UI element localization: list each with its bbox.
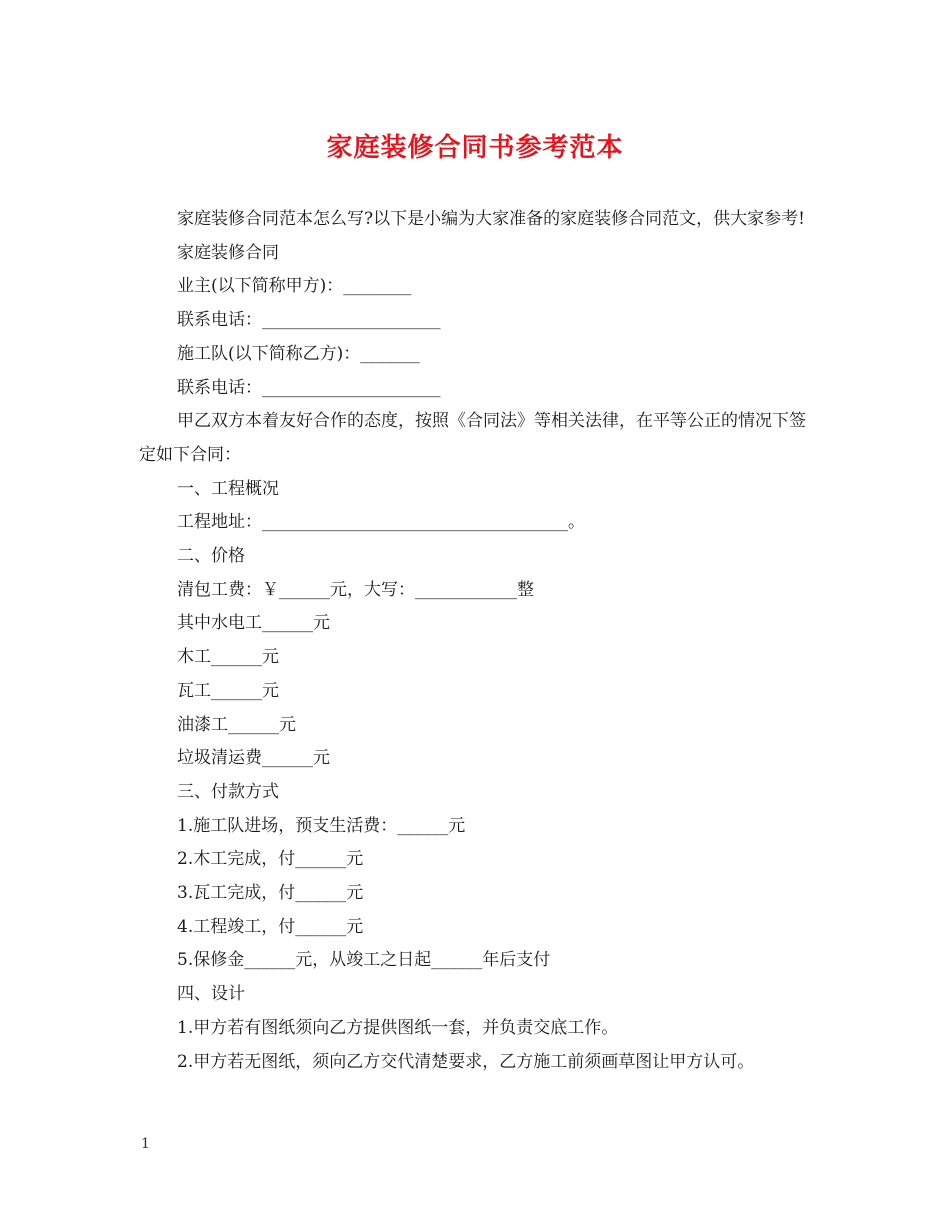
payment-item-5: 5.保修金______元，从竣工之日起______年后支付: [177, 950, 551, 971]
labor-fee-line: 清包工费：￥______元，大写：____________整: [177, 579, 534, 600]
section-heading-design: 四、设计: [177, 984, 245, 1005]
owner-line: 业主(以下简称甲方)：________: [177, 276, 412, 297]
agreement-paragraph: 甲乙双方本着友好合作的态度，按照《合同法》等相关法律，在平等公正的情况下签定如下合同：: [139, 411, 806, 465]
contractor-line: 施工队(以下简称乙方)：_______: [177, 343, 420, 364]
page-number: 1: [141, 1136, 150, 1152]
design-item-1: 1.甲方若有图纸须向乙方提供图纸一套，并负责交底工作。: [177, 1017, 619, 1038]
painting-line: 油漆工______元: [177, 714, 296, 735]
design-item-2: 2.甲方若无图纸，须向乙方交代清楚要求，乙方施工前须画草图让甲方认可。: [177, 1051, 755, 1072]
tiling-line: 瓦工______元: [177, 680, 279, 701]
payment-item-4: 4.工程竣工，付______元: [177, 916, 364, 937]
contract-heading: 家庭装修合同: [177, 242, 279, 263]
intro-paragraph: 家庭装修合同范本怎么写?以下是小编为大家准备的家庭装修合同范文，供大家参考!: [177, 209, 805, 229]
carpentry-line: 木工______元: [177, 647, 279, 668]
payment-item-2: 2.木工完成，付______元: [177, 849, 364, 870]
payment-item-3: 3.瓦工完成，付______元: [177, 883, 364, 904]
section-heading-overview: 一、工程概况: [177, 478, 279, 499]
document-body: [139, 203, 811, 1079]
owner-phone-line: 联系电话：_____________________: [177, 310, 441, 331]
waste-removal-line: 垃圾清运费______元: [177, 748, 330, 769]
document-title: 家庭装修合同书参考范本: [326, 133, 624, 163]
section-heading-price: 二、价格: [177, 546, 245, 567]
plumbing-electrical-line: 其中水电工______元: [177, 613, 330, 634]
payment-item-1: 1.施工队进场，预支生活费：______元: [177, 815, 466, 836]
section-heading-payment: 三、付款方式: [177, 781, 279, 802]
project-address-line: 工程地址：____________________________________。: [177, 512, 585, 533]
contractor-phone-line: 联系电话：_____________________: [177, 377, 441, 398]
